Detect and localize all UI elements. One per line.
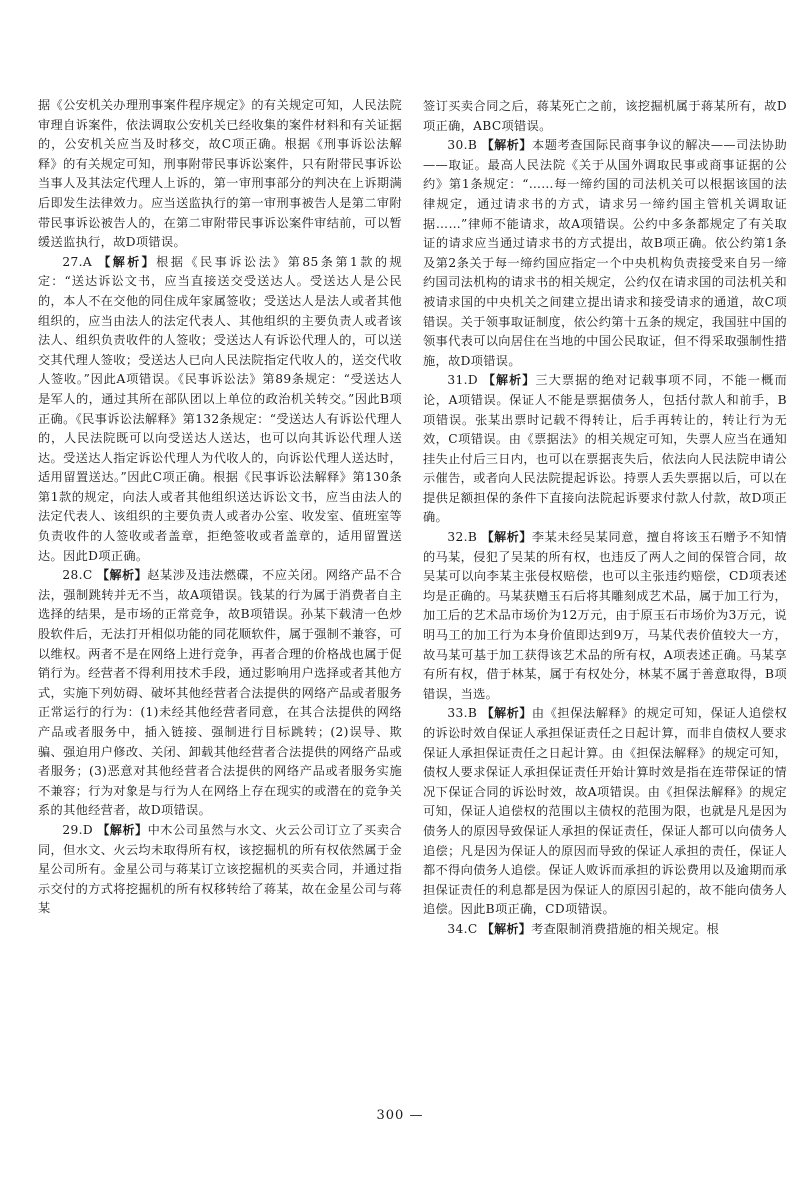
paragraph-text: 本题考查国际民商事争议的解决——司法协助——取证。最高人民法院《关于从国外调取民事或商事证据的公约》第1条规定：“……每一缔约国的司法机关可以根据该国的法律规定，通过请求书的方式，请求另一缔约国主管机关调取证据……”律师不能请求，故A项错误。公约中多条都规定了有关取证的请求应当通过请求书的方式提出，故B项正确。依公约第1条及第2条关于每一缔约国应指定一个中央机构负责接受来自另一缔约国司法机构的请求书的相关规定，公约仅在请求国的司法机关和被请求国的中央机关之间建立提出请求和接受请求的通道，故C项错误。关于领事取证制度，依公约第十五条的规定，我国驻中国的领事代表可以向居住在当地的中国公民取证，但不得采取强制性措施，故D项错误。 (423, 138, 787, 368)
right-paragraph (423, 704, 787, 920)
answer-number: 30.B (447, 138, 478, 153)
analysis-tag: 【解析】 (482, 373, 536, 388)
left-paragraph (38, 566, 402, 821)
paragraph-text: 三大票据的绝对记载事项不同，不能一概而论，A项错误。保证人不能是票据债务人，包括付款人和前手，B项错误。张某出票时记载不得转让，后手再转让的，转让行为无效，C项错误。由《票据法》的相关规定可知，失票人应当在通知挂失止付后三日内，也可以在票据丧失后，依法向人民法院申请公示催告，或者向人民法院提起诉讼。持票人丢失票据以后，可以在提供足额担保的条件下直接向法院起诉要求付款人付款，故D项正确。 (423, 373, 787, 525)
analysis-tag: 【解析】 (481, 530, 532, 545)
analysis-tag: 【解析】 (96, 568, 148, 583)
paragraph-text: 根据《民事诉讼法》第85条第1款的规定：“送达诉讼文书，应当直接送交受送达人。受送达人是公民的，本人不在交他的同住成年家属签收；受送达人是法人或者其他组织的，应当由法人的法定代表人、其他组织的主要负责人或者该法人、组织负责收件的人签收；受送达人有诉讼代理人的，可以送交其代理人签收；受送达人已向人民法院指定代收人的，送交代收人签收。”因此A项错误。《民事诉讼法》第89条规定：“受送达人是军人的，通过其所在部队团以上单位的政治机关转交。”因此B项正确。《民事诉讼法解释》第132条规定：“受送达人有诉讼代理人的，人民法院既可以向受送达人送达，也可以向其诉讼代理人送达。受送达人指定诉讼代理人为代收人的，向诉讼代理人送达时，适用留置送达。”因此C项正确。根据《民事诉讼法解释》第130条第1款的规定，向法人或者其他组织送达诉讼文书，应当由法人的法定代表人、该组织的主要负责人或者办公室、收发室、值班室等负责收件的人签收或者盖章，拒绝签收或者盖章的，适用留置送达。因此D项正确。 (38, 254, 402, 563)
right-paragraph (423, 97, 787, 136)
page-number: 300 — (376, 1108, 424, 1123)
paragraph-text: 据《公安机关办理刑事案件程序规定》的有关规定可知，人民法院审理自诉案件，依法调取公安机关已经收集的案件材料和有关证据的，公安机关应当及时移交，故C项正确。根据《刑事诉讼法解释》的有关规定可知，刑事附带民事诉讼案件，只有附带民事诉讼当事人及其法定代理人上诉的，第一审刑事部分的判决在上诉期满后即发生法律效力。应当送监执行的第一审刑事被告人是第二审附带民事诉讼被告人的，在第二审附带民事诉讼案件审结前，可以暂缓送监执行，故D项错误。 (38, 98, 402, 250)
paragraph-text: 李某未经吴某同意，擅自将该玉石赠予不知情的马某，侵犯了吴某的所有权，也违反了两人之间的保管合同，故吴某可以向李某主张侵权赔偿，也可以主张违约赔偿，CD项表述均是正确的。马某获赠玉石后将其雕刻成艺术品，属于加工行为，加工后的艺术品市场价为12万元，由于原玉石市场价为3万元，说明马工的加工行为本身价值即达到9万，马某代表价值较大一方，故马某可基于加工获得该艺术品的所有权，A项表述正确。马某享有所有权，借于林某，属于有权处分，林某不属于善意取得，B项错误，当选。 (423, 530, 787, 701)
left-paragraph (38, 96, 402, 253)
right-paragraph (423, 136, 787, 371)
paragraph-text: 考查限制消费措施的相关规定。根 (531, 921, 720, 936)
left-paragraph (38, 253, 402, 567)
right-column (423, 97, 787, 940)
right-paragraph (423, 920, 787, 940)
paragraph-text: 赵某涉及违法燃碟，不应关闭。网络产品不合法，强制跳转并无不当，故A项错误。钱某的行为属于消费者自主选择的结果，是市场的正常竞争，故B项错误。孙某下载清一色炒股软件后，无法打开相似功能的同花顺软件，属于强制不兼容，可以维权。两者不是在网络上进行竞争，再者合理的价格战也属于促销行为。经营者不得利用技术手段，通过影响用户选择或者其他方式，实施下列妨碍、破坏其他经营者合法提供的网络产品或者服务正常运行的行为：(1)未经其他经营者同意，在其合法提供的网络产品或者服务中，插入链接、强制进行目标跳转；(2)误导、欺骗、强迫用户修改、关闭、卸载其他经营者合法提供的网络产品或者服务；(3)恶意对其他经营者合法提供的网络产品或者服务实施不兼容；行为对象是与行为人在网络上存在现实的或潜在的竞争关系的其他经营者，故D项错误。 (38, 568, 402, 818)
paragraph-text: 由《担保法解释》的规定可知，保证人追偿权的诉讼时效自保证人承担保证责任之日起计算，而非自债权人要求保证人承担保证责任之日起计算。由《担保法解释》的规定可知，债权人要求保证人承担保证责任开始计算时效是指在连带保证的情况下保证合同的诉讼时效，故A项错误。由《担保法解释》的规定可知，保证人追偿权的范围以主债权的范围为限，也就是凡是因为债务人的原因导致保证人承担的保证责任，保证人都可以向债务人追偿；凡是因为保证人的原因而导致的保证人承担的责任，保证人都不得向债务人追偿。保证人败诉而承担的诉讼费用以及逾期而承担保证责任的利息都是因为保证人的原因引起的，故不能向债务人追偿。因此B项正确，CD项错误。 (423, 706, 787, 917)
answer-number: 31.D (447, 373, 478, 388)
answer-number: 28.C (62, 568, 93, 583)
answer-number: 29.D (62, 822, 93, 837)
answer-number: 33.B (447, 706, 478, 721)
analysis-tag: 【解析】 (481, 706, 532, 721)
analysis-tag: 【解析】 (481, 921, 532, 936)
analysis-tag: 【解析】 (97, 822, 148, 837)
answer-number: 27.A (62, 254, 92, 269)
right-paragraph (423, 371, 787, 528)
left-paragraph (38, 821, 402, 919)
answer-number: 32.B (447, 530, 478, 545)
right-paragraph (423, 528, 787, 704)
paragraph-text: 签订买卖合同之后，蒋某死亡之前，该挖掘机属于蒋某所有，故D项正确，ABC项错误。 (423, 99, 787, 133)
analysis-tag: 【解析】 (98, 254, 157, 269)
analysis-tag: 【解析】 (481, 138, 532, 153)
paragraph-text: 中木公司虽然与水文、火云公司订立了买卖合同，但水文、火云均未取得所有权，该挖掘机的所有权依然属于金星公司所有。金星公司与蒋某订立该挖掘机的买卖合同，并通过指示交付的方式将挖掘机的所有权移转给了蒋某，故在金星公司与蒋某 (38, 822, 402, 916)
answer-number: 34.C (447, 921, 478, 936)
left-column (38, 96, 402, 919)
